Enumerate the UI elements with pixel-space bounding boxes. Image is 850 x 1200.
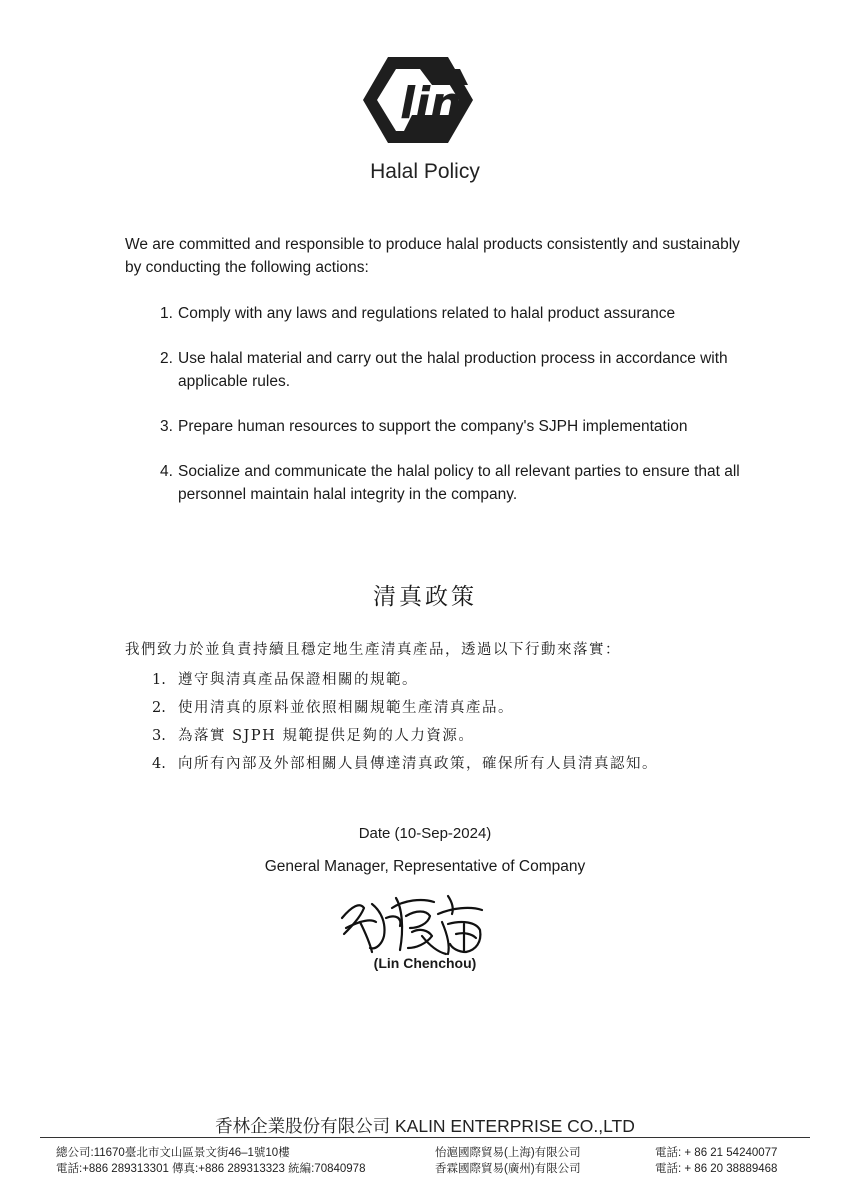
list-number: 2. [152, 700, 166, 716]
list-number: 1. [160, 305, 173, 322]
hq-phone: 電話:+886 289313301 傳真:+886 289313323 統編:70840978 [56, 1163, 366, 1175]
signer-name: (Lin Chenchou) [373, 955, 477, 971]
list-text: 使用清真的原料並依照相關規範生產清真產品。 [178, 700, 514, 716]
list-item [152, 694, 812, 722]
footer-branches [435, 1145, 581, 1177]
list-item [160, 302, 760, 325]
list-text: Comply with any laws and regulations related to halal product assurance [178, 305, 676, 322]
list-text: Socialize and communicate the halal policy to all relevant parties to ensure that all personnel maintain halal integrity in the company. [178, 463, 740, 503]
list-text: Prepare human resources to support the company's SJPH implementation [178, 418, 688, 435]
list-text: 為落實 SJPH 規範提供足夠的人力資源。 [178, 728, 475, 744]
hq-address: 總公司:11670臺北市文山區景文街46–1號10樓 [56, 1147, 290, 1159]
kalin-hexagon-logo-icon [360, 55, 475, 145]
list-item [152, 750, 812, 778]
list-number: 3. [160, 418, 173, 435]
list-number: 3. [152, 728, 166, 744]
svg-text:lin: lin [400, 78, 462, 129]
list-number: 4. [160, 463, 173, 480]
shanghai-branch: 怡滬國際貿易(上海)有限公司 [435, 1147, 581, 1159]
page-title: Halal Policy [370, 160, 480, 183]
intro-paragraph: We are committed and responsible to produce halal products consistently and sustainably by conducting the following actions: [125, 236, 740, 276]
page-title-zh: 清真政策 [373, 584, 477, 610]
company-name: 香林企業股份有限公司 KALIN ENTERPRISE CO.,LTD [215, 1116, 635, 1136]
guangzhou-phone: 電話: + 86 20 38889468 [655, 1163, 778, 1175]
list-item [160, 347, 760, 393]
intro-paragraph-zh: 我們致力於並負責持續且穩定地生產清真產品，透過以下行動來落實： [125, 642, 621, 658]
list-number: 1. [152, 672, 166, 688]
footer-branch-phones [655, 1145, 777, 1177]
signer-role: General Manager, Representative of Company [264, 858, 586, 875]
company-logo [360, 55, 475, 145]
policy-list-en [160, 302, 760, 528]
footer-hq [56, 1145, 365, 1177]
signature [330, 888, 500, 960]
policy-list-zh [152, 666, 812, 778]
handwritten-signature-icon [330, 888, 500, 960]
list-number: 4. [152, 756, 166, 772]
footer-divider [40, 1137, 810, 1138]
list-item [160, 460, 760, 506]
list-item [152, 666, 812, 694]
list-item [160, 415, 760, 438]
shanghai-phone: 電話: + 86 21 54240077 [655, 1147, 778, 1159]
document-date: Date (10-Sep-2024) [358, 825, 492, 842]
list-text: 向所有內部及外部相關人員傳達清真政策，確保所有人員清真認知。 [178, 756, 658, 772]
list-text: 遵守與清真產品保證相關的規範。 [178, 672, 418, 688]
list-text: Use halal material and carry out the halal production process in accordance with applicable rules. [178, 350, 728, 390]
list-number: 2. [160, 350, 173, 367]
guangzhou-branch: 香霖國際貿易(廣州)有限公司 [435, 1163, 581, 1175]
list-item [152, 722, 812, 750]
